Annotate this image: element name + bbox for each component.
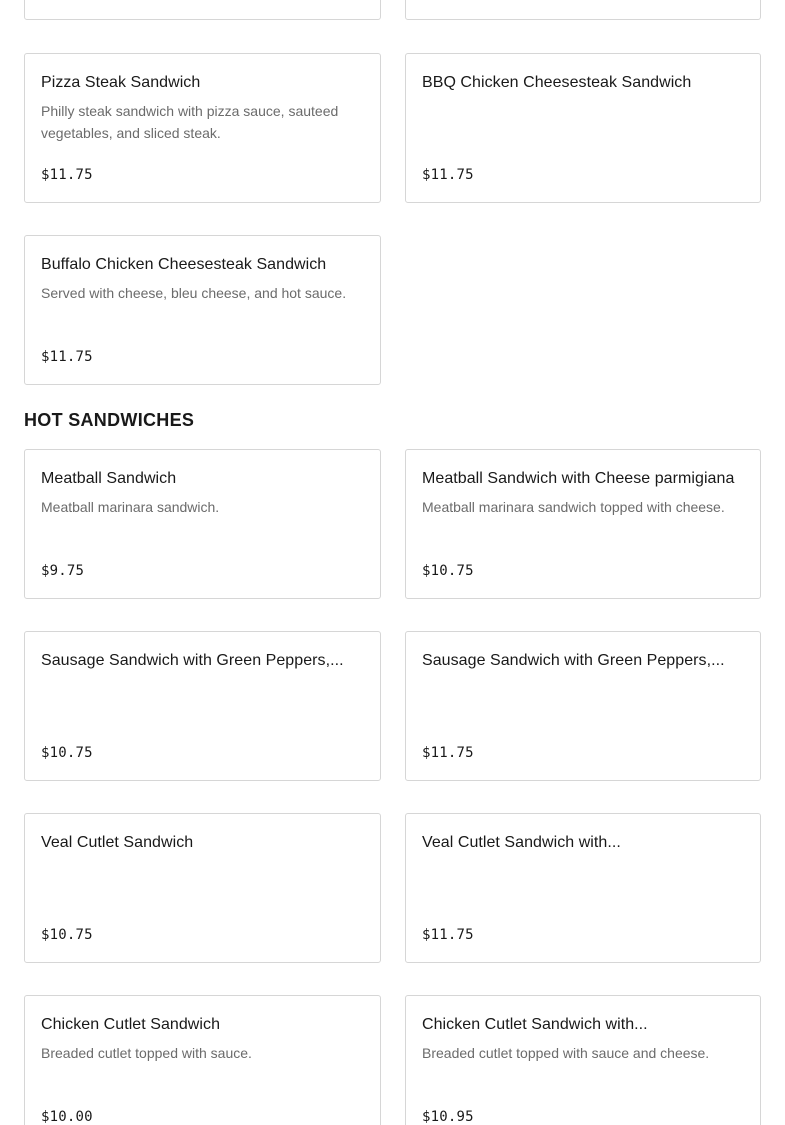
menu-item-name: Buffalo Chicken Cheesesteak Sandwich: [41, 256, 327, 273]
menu-item-price: $11.75: [422, 927, 474, 943]
menu-item-card[interactable]: [405, 995, 761, 1125]
menu-item-price: $11.75: [41, 349, 93, 365]
menu-item-name: Pizza Steak Sandwich: [41, 74, 201, 91]
menu-item-card-cut-off[interactable]: [24, 0, 381, 20]
menu-item-card[interactable]: [405, 813, 761, 963]
menu-item-description: Meatball marinara sandwich.: [41, 499, 220, 515]
menu-item-name: Veal Cutlet Sandwich: [41, 834, 194, 851]
menu-item-description: Served with cheese, bleu cheese, and hot sauce.: [41, 285, 347, 301]
menu-item-card[interactable]: [24, 53, 381, 203]
menu-item-description: Philly steak sandwich with pizza sauce, sauteed vegetables, and sliced steak.: [41, 103, 339, 141]
menu-item-name: Sausage Sandwich with Green Peppers,...: [422, 652, 725, 669]
menu-item-price: $10.95: [422, 1109, 474, 1125]
menu-item-card[interactable]: [405, 53, 761, 203]
menu-item-price: $11.75: [422, 745, 474, 761]
menu-item-name: Veal Cutlet Sandwich with...: [422, 834, 621, 851]
menu-item-name: BBQ Chicken Cheesesteak Sandwich: [422, 74, 692, 91]
menu-item-name: Chicken Cutlet Sandwich with...: [422, 1016, 648, 1033]
menu-item-card[interactable]: [24, 631, 381, 781]
menu-item-price: $10.75: [41, 745, 93, 761]
menu-item-name: Meatball Sandwich: [41, 470, 177, 487]
menu-item-description: Breaded cutlet topped with sauce and cheese.: [422, 1045, 710, 1061]
menu-item-name: Meatball Sandwich with Cheese parmigiana: [422, 470, 735, 487]
menu-item-name: Chicken Cutlet Sandwich: [41, 1016, 221, 1033]
menu-item-card[interactable]: [24, 235, 381, 385]
menu-item-price: $11.75: [422, 167, 474, 183]
menu-item-price: $11.75: [41, 167, 93, 183]
menu-item-name: Sausage Sandwich with Green Peppers,...: [41, 652, 344, 669]
section-title-hot-sandwiches: HOT SANDWICHES: [24, 410, 195, 430]
menu-item-card[interactable]: [405, 449, 761, 599]
menu-item-card[interactable]: [405, 631, 761, 781]
menu-item-card[interactable]: [24, 449, 381, 599]
menu-item-card[interactable]: [24, 813, 381, 963]
menu-item-price: $9.75: [41, 563, 85, 579]
menu-item-card[interactable]: [24, 995, 381, 1125]
menu-item-price: $10.00: [41, 1109, 93, 1125]
menu-item-description: Meatball marinara sandwich topped with cheese.: [422, 499, 725, 515]
menu-item-description: Breaded cutlet topped with sauce.: [41, 1045, 252, 1061]
menu-item-card-cut-off[interactable]: [405, 0, 761, 20]
menu-item-price: $10.75: [422, 563, 474, 579]
menu-item-price: $10.75: [41, 927, 93, 943]
